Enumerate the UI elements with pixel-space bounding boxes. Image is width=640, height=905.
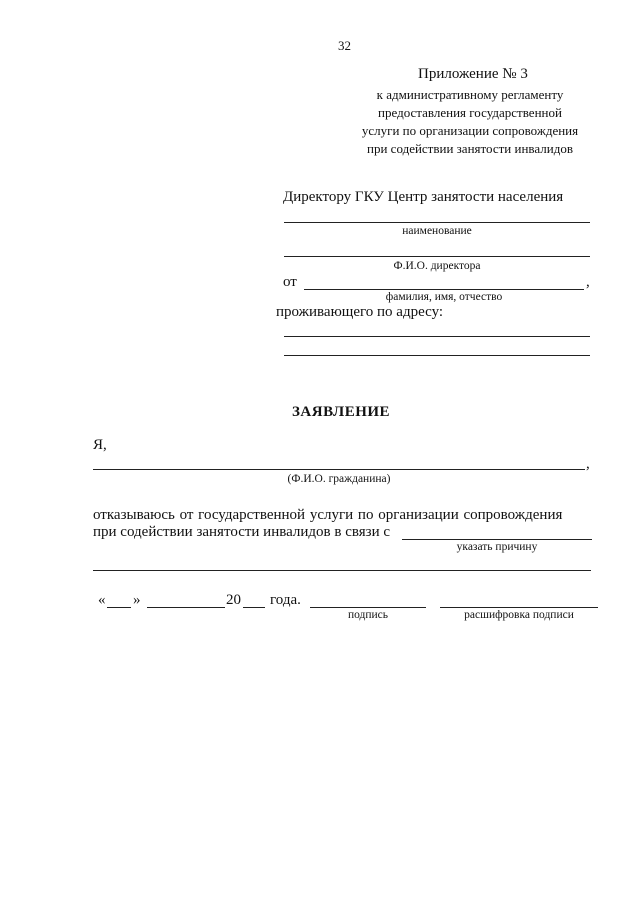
signature-caption: подпись: [347, 609, 389, 621]
citizen-fio-line: [93, 469, 585, 470]
from-fio-line: [304, 289, 584, 290]
quote-open: «: [98, 592, 106, 608]
address-line-1: [284, 336, 590, 337]
day-line: [107, 607, 131, 608]
appendix-line-3: предоставления государственной: [378, 105, 562, 120]
i-label: Я,: [93, 437, 107, 453]
year-prefix: 20: [226, 592, 241, 608]
year-suffix: года.: [270, 592, 301, 608]
reason-caption: указать причину: [456, 541, 538, 553]
decode-line: [440, 607, 598, 608]
signature-line: [310, 607, 426, 608]
appendix-line-2: к административному регламенту: [376, 87, 564, 102]
from-caption: фамилия, имя, отчество: [385, 291, 503, 303]
org-name-caption: наименование: [402, 225, 472, 237]
citizen-caption: (Ф.И.О. гражданина): [287, 473, 391, 485]
citizen-comma: ,: [586, 456, 590, 472]
refusal-line-1: отказываюсь от государственной услуги по организации сопровождения: [93, 507, 563, 523]
appendix-line-5: при содействии занятости инвалидов: [367, 141, 573, 156]
residing-label: проживающего по адресу:: [276, 304, 444, 320]
address-line-2: [284, 355, 590, 356]
from-label: от: [283, 274, 297, 290]
decode-caption: расшифровка подписи: [464, 609, 574, 621]
page-number: 32: [338, 38, 351, 53]
from-comma: ,: [586, 274, 590, 290]
year-line: [243, 607, 265, 608]
director-line: Директору ГКУ Центр занятости населения: [283, 189, 564, 205]
appendix-line-4: услуги по организации сопровождения: [361, 123, 579, 138]
month-line: [147, 607, 225, 608]
appendix-title: Приложение № 3: [418, 66, 528, 82]
quote-close: »: [133, 592, 141, 608]
org-name-line: [284, 222, 590, 223]
director-fio-line: [284, 256, 590, 257]
reason-line: [402, 539, 592, 540]
reason-line-2: [93, 570, 591, 571]
director-fio-caption: Ф.И.О. директора: [393, 260, 481, 272]
statement-title: ЗАЯВЛЕНИЕ: [292, 404, 391, 420]
refusal-line-2: при содействии занятости инвалидов в связи с: [93, 524, 391, 540]
